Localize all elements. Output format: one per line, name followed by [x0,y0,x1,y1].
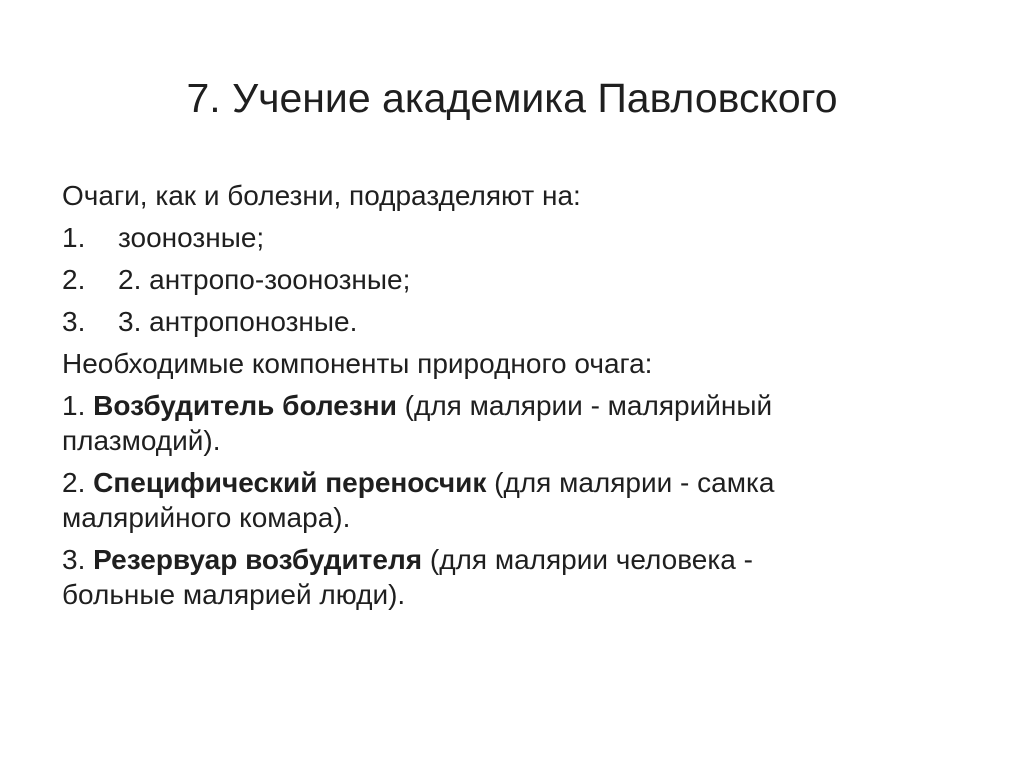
list-item [62,220,962,255]
component-prefix: 3. [62,544,94,575]
list-text: зоонозные; [118,222,265,253]
list-text: 2. антропо-зоонозные; [118,264,411,295]
list-text: 3. антропонозные. [118,306,358,337]
slide-title: 7. Учение академика Павловского [186,75,838,121]
component-continuation: плазмодий). [62,425,221,456]
component-item [62,465,962,535]
component-item [62,542,962,612]
component-rest: (для малярии человека - [422,544,753,575]
component-rest: (для малярии - самка [486,467,775,498]
list-item [62,262,962,297]
component-item [62,388,962,458]
list-number: 2. [62,264,86,295]
component-term: Возбудитель болезни [93,390,397,421]
component-prefix: 2. [62,467,94,498]
components-heading: Необходимые компоненты природного очага: [62,348,653,379]
list-number: 3. [62,306,86,337]
list-number: 1. [62,222,86,253]
component-continuation: больные малярией люди). [62,579,406,610]
component-continuation: малярийного комара). [62,502,351,533]
component-term: Резервуар возбудителя [93,544,423,575]
component-prefix: 1. [62,390,94,421]
component-term: Специфический переносчик [93,467,487,498]
slide-body [62,178,962,619]
intro-text: Очаги, как и болезни, подразделяют на: [62,180,581,211]
list-item [62,304,962,339]
component-rest: (для малярии - малярийный [396,390,773,421]
